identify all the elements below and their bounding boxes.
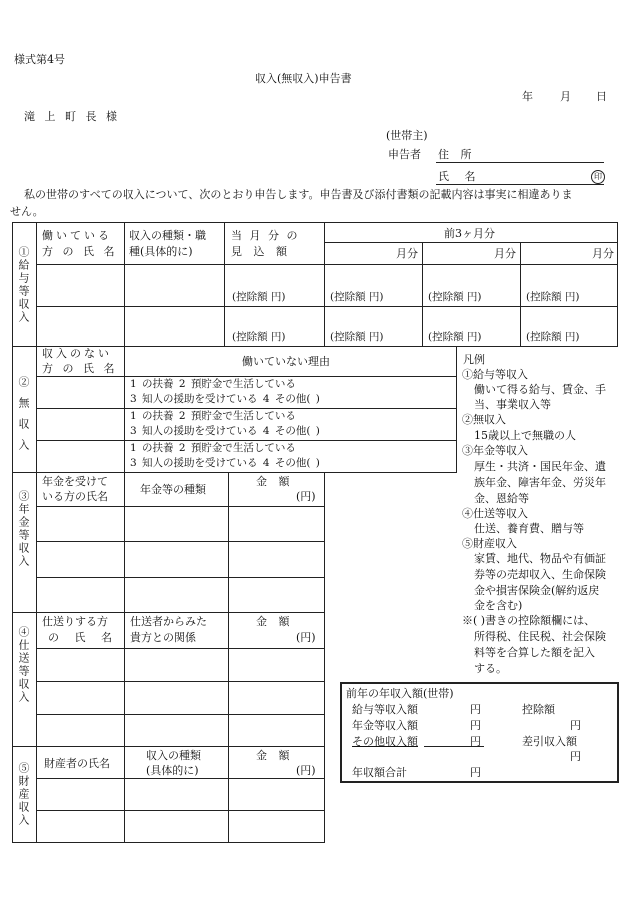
reason-line-2: 3 知人の援助を受けている 4 その他( ) xyxy=(130,425,320,437)
legend-line: 金、恩給等 xyxy=(474,492,529,505)
deduction-amount-label: 控除額 xyxy=(522,703,555,716)
applicant-label: 申告者 xyxy=(388,148,421,161)
legend-title: 凡例 xyxy=(463,353,485,366)
property-col-unit: (円) xyxy=(296,764,316,777)
legend-line: 族年金、障害年金、労災年 xyxy=(474,476,606,489)
pension-section-label: ③年金等収入 xyxy=(17,490,30,568)
reason-line-2: 3 知人の援助を受けている 4 その他( ) xyxy=(130,457,320,469)
salary-col-current-1: 当 月 分 の xyxy=(231,229,300,242)
name-label: 氏 名 xyxy=(438,170,482,183)
property-col-name: 財産者の氏名 xyxy=(44,757,110,770)
reason-line-1: 1 の扶養 2 預貯金で生活している xyxy=(130,410,296,422)
remittance-col-name-2: の 氏 名 xyxy=(48,631,118,644)
deduction-label: (控除額 円) xyxy=(428,291,482,303)
reason-line-1: 1 の扶養 2 預貯金で生活している xyxy=(130,378,296,390)
deduction-label: (控除額 円) xyxy=(330,331,384,343)
legend-line: する。 xyxy=(474,662,507,675)
date-month: 月 xyxy=(560,90,571,103)
pension-col-amount: 金 額 xyxy=(256,475,294,488)
address-label: 住 所 xyxy=(438,148,476,161)
yen-unit: 円 xyxy=(470,735,481,748)
total-income-label: 年収額合計 xyxy=(352,766,407,779)
deduction-label: (控除額 円) xyxy=(330,291,384,303)
date-day: 日 xyxy=(596,90,607,103)
salary-col-name-2: 方 の 氏 名 xyxy=(42,245,118,258)
no-income-col-reason: 働いていない理由 xyxy=(242,355,330,368)
legend-line: ④仕送等収入 xyxy=(462,507,528,520)
yen-unit: 円 xyxy=(470,703,481,716)
remittance-col-relation-2: 貴方との関係 xyxy=(130,631,196,644)
remittance-section-label: ④仕送等収入 xyxy=(17,626,30,704)
legend-line: ※( )書きの控除額欄には、 xyxy=(462,614,596,627)
no-income-col-name-2: 方 の 氏 名 xyxy=(42,362,118,375)
legend-line: ③年金等収入 xyxy=(462,444,528,457)
legend-line: ①給与等収入 xyxy=(462,368,528,381)
property-section-label: ⑤財産収入 xyxy=(17,762,30,827)
yen-unit: 円 xyxy=(570,750,581,763)
month-label-3: 月分 xyxy=(592,247,614,260)
net-income-label: 差引収入額 xyxy=(522,735,577,748)
yen-unit: 円 xyxy=(470,719,481,732)
household-head-label: (世帯主) xyxy=(386,129,428,142)
pension-col-name-2: いる方の氏名 xyxy=(42,490,108,503)
legend-line: 券等の売却収入、生命保険 xyxy=(474,568,606,581)
pension-col-type: 年金等の種類 xyxy=(140,483,206,496)
deduction-label: (控除額 円) xyxy=(232,331,286,343)
legend-line: 金や損害保険金(解約返戻 xyxy=(474,584,600,597)
legend-line: 当、事業収入等 xyxy=(474,398,551,411)
deduction-label: (控除額 円) xyxy=(526,291,580,303)
salary-col-type-1: 収入の種類・職 xyxy=(129,229,206,242)
seal-mark: 印 xyxy=(591,170,605,184)
legend-line: 金を含む) xyxy=(474,599,523,612)
address-field[interactable] xyxy=(436,162,604,163)
legend-line: 料等を合算した額を記入 xyxy=(474,646,595,659)
addressee: 滝 上 町 長 様 xyxy=(24,110,120,123)
form-number: 様式第4号 xyxy=(14,53,65,66)
date-year: 年 xyxy=(522,90,533,103)
month-label-1: 月分 xyxy=(396,247,418,260)
salary-section-label: ①給与等収入 xyxy=(17,246,30,324)
salary-col-current-2: 見 込 額 xyxy=(231,245,291,258)
legend-line: 厚生・共済・国民年金、遺 xyxy=(474,460,606,473)
pension-col-name-1: 年金を受けて xyxy=(42,475,108,488)
salary-income-label: 給与等収入額 xyxy=(352,703,418,716)
remittance-col-unit: (円) xyxy=(296,631,316,644)
property-col-amount: 金 額 xyxy=(256,749,294,762)
property-col-type-2: (具体的に) xyxy=(146,764,199,777)
remittance-col-name-1: 仕送りする方 xyxy=(42,615,108,628)
no-income-col-name-1: 収入のない xyxy=(42,347,112,360)
deduction-label: (控除額 円) xyxy=(526,331,580,343)
property-col-type-1: 収入の種類 xyxy=(146,749,201,762)
other-income-label: その他収入額 xyxy=(352,735,418,748)
declaration-text: 私の世帯のすべての収入について、次のとおり申告します。申告書及び添付書類の記載内容は事実に相違ありま xyxy=(24,188,573,201)
deduction-label: (控除額 円) xyxy=(428,331,482,343)
legend-line: 働いて得る給与、賃金、手 xyxy=(474,383,606,396)
reason-line-1: 1 の扶養 2 預貯金で生活している xyxy=(130,442,296,454)
no-income-section-label: ②無収入 xyxy=(17,376,30,460)
summary-title: 前年の年収入額(世帯) xyxy=(346,687,454,700)
reason-line-2: 3 知人の援助を受けている 4 その他( ) xyxy=(130,393,320,405)
legend-line: ⑤財産収入 xyxy=(462,537,517,550)
pension-income-label: 年金等収入額 xyxy=(352,719,418,732)
deduction-label: (控除額 円) xyxy=(232,291,286,303)
remittance-col-relation-1: 仕送者からみた xyxy=(130,615,207,628)
form-title: 収入(無収入)申告書 xyxy=(255,72,352,85)
legend-line: 家賃、地代、物品や有価証 xyxy=(474,552,606,565)
yen-unit: 円 xyxy=(470,766,481,779)
month-label-2: 月分 xyxy=(494,247,516,260)
legend-line: 15歳以上で無職の人 xyxy=(474,429,576,442)
remittance-col-amount: 金 額 xyxy=(256,615,294,628)
salary-col-prev: 前3ヶ月分 xyxy=(444,227,495,240)
legend-line: ②無収入 xyxy=(462,413,506,426)
declaration-text-cont: せん。 xyxy=(10,205,44,218)
legend-line: 所得税、住民税、社会保険 xyxy=(474,630,606,643)
name-field[interactable] xyxy=(436,184,604,185)
salary-col-type-2: 種(具体的に) xyxy=(129,245,193,258)
pension-col-unit: (円) xyxy=(296,490,316,503)
yen-unit: 円 xyxy=(570,719,581,732)
legend-line: 仕送、養育費、贈与等 xyxy=(474,522,584,535)
salary-col-name-1: 働いている xyxy=(42,229,112,242)
